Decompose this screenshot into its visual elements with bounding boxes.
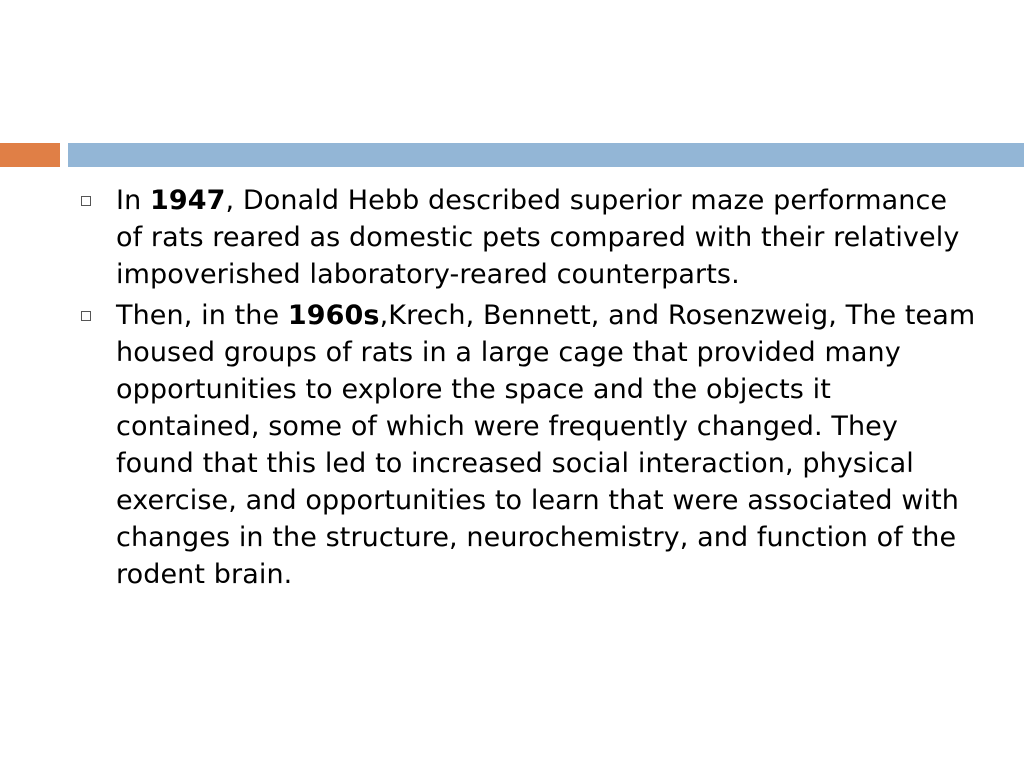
hollow-square-bullet-icon [81,311,91,321]
bullet-item-1947 [76,182,976,293]
bullet-body: , Donald Hebb described superior maze performance of rats reared as domestic pets compared with their relatively impoverished laboratory-reared counterparts. [116,185,960,290]
header-divider-bar [68,143,1024,167]
bullet-year: 1947 [149,185,226,216]
header-accent-bar [0,143,60,167]
bullet-text [116,297,976,593]
bullet-prefix: In [116,185,150,216]
bullet-text [116,182,976,293]
bullet-prefix: Then, in the [116,300,288,331]
hollow-square-bullet-icon [81,196,91,206]
bullet-body: ,Krech, Bennett, and Rosenzweig, The team housed groups of rats in a large cage that provided many opportunities to explore the space and the objects it contained, some of which were frequently changed. They found that this led to increased social interaction, physical exercise, and opportunities to learn that were associated with changes in the structure, neurochemistry, and function of the rodent brain. [116,300,976,590]
bullet-year: 1960s [287,300,380,331]
bullet-item-1960s [76,297,976,593]
bullet-list [76,182,976,597]
